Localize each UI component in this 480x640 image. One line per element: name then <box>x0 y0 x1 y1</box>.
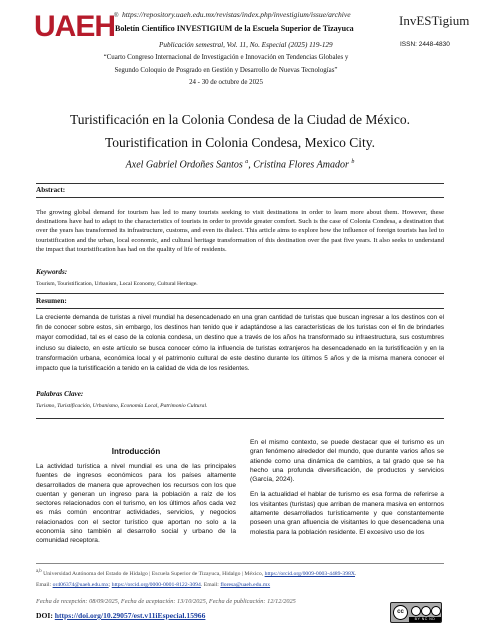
orcid-link[interactable]: https://orcid.org/0000-0001-8122-3094 <box>111 582 201 588</box>
cc-license-badge[interactable] <box>390 602 442 623</box>
journal-name: Boletín Científico INVESTIGIUM de la Escuela Superior de Tizayuca <box>115 24 354 33</box>
paragraph: En la actualidad el hablar de turismo es esa forma de referirse a los visitantes (turistas) que arriban de manera masiva en entornos altamente desarrollados turísticamente y que constantemente poseen una gran afluencia de visitantes lo que desencadena una molestia para la población residente. El excesivo uso de los <box>250 491 444 536</box>
publication-info: Publicación semestral, Vol. 11, No. Especial (2025) 119-129 <box>159 41 333 49</box>
title-spanish: Turistificación en la Colonia Condesa de la Ciudad de México. <box>70 112 410 127</box>
footnote-divider <box>36 563 444 564</box>
palabras-clave-label: Palabras Clave: <box>36 390 84 398</box>
author-affiliation-mark: a <box>245 159 249 165</box>
nc-icon <box>421 606 431 616</box>
author-separator: , <box>248 159 254 171</box>
uaeh-logo <box>34 9 119 45</box>
authors <box>0 159 480 170</box>
footnote-mark: a,b <box>36 569 42 574</box>
doi-label: DOI: <box>36 611 53 620</box>
email-link[interactable]: floresa@uaeh.edu.mx <box>220 582 271 588</box>
resumen-text: La creciente demanda de turistas a nivel mundial ha desencadenado en una gran cantidad de turistas que buscan ingresar a los destinos con el fin de conocer sobre estos, sin embargo, los destinos han tenido que ir adaptándose a las características de los turistas con el fin de brindarles mayor comodidad, tal es el caso de la colonia condesa, un destino que a través de los años ha transformado su infraestructura, sus costumbres incluso su dialecto, en este artículo se busca conocer cómo la influencia de turistas extranjeros ha desencadenado en la turistificación y en la transformación urbana, económica local y el patrimonio cultural de este destino durante los últimos 5 años y de la misma manera conocer el impacto que la turistificación a tenido en la calidad de vida de los residentes. <box>36 314 444 373</box>
keywords-text: Tourism, Touristification, Urbanism, Local Economy, Cultural Heritage. <box>36 281 198 287</box>
paragraph: En el mismo contexto, se puede destacar que el turismo es un gran fenómeno alrededor del mundo, que durante varios años se atiende como una dinámica de cambios, a tal grado que se ha hecho una profunda diversificación, de productos y servicios (García, 2024). <box>250 439 444 484</box>
journal-url[interactable]: https://repository.uaeh.edu.mx/revistas/index.php/investigium/issue/archive <box>122 10 351 19</box>
license-terms: BY NC ND <box>409 617 441 622</box>
title-english: Touristification in Colonia Condesa, Mexico City. <box>104 135 376 150</box>
publication-dates: Fecha de recepción: 08/09/2025, Fecha de aceptación: 13/10/2025, Fecha de publicación: 12/12/2025 <box>36 598 296 605</box>
issn: ISSN: 2448-4830 <box>400 41 450 48</box>
orcid-link[interactable]: https://orcid.org/0009-0003-4489-398X <box>264 570 356 577</box>
divider <box>36 183 444 184</box>
doi <box>36 611 205 620</box>
divider <box>36 197 444 198</box>
keywords-label: Keywords: <box>36 268 68 276</box>
author-name: Cristina Flores Amador <box>253 159 349 171</box>
logo-text: UAEH <box>34 10 116 43</box>
congress-info <box>100 52 352 90</box>
email-label: Email: <box>203 582 219 588</box>
author-affiliation-mark: b <box>351 159 355 165</box>
intro-right-column <box>250 438 444 543</box>
email-label: Email: <box>36 582 52 588</box>
email-link[interactable]: or406374@uaeh.edu.mx <box>52 582 109 588</box>
palabras-clave-text: Turismo, Turistificación, Urbanismo, Economía Local, Patrimonio Cultural. <box>36 403 208 409</box>
affiliation-footnote: $^{a,b}$ Universidad Autónoma del Estado de Hidalgo | Escuela Superior de Tizayuca, Hidalgo | México, https://orcid.org/0009-0003-4489-398X. <box>36 569 357 577</box>
by-icon <box>411 606 421 616</box>
congress-line: “Cuarto Congreso Internacional de Investigación e Innovación en Tendencias Globales y <box>103 54 349 61</box>
doi-link[interactable]: https://doi.org/10.29057/est.v11iEspecial.15966 <box>54 611 206 620</box>
divider <box>36 293 444 294</box>
contact-footnote: Email: or406374@uaeh.edu.mx; https://orcid.org/0000-0001-8122-3094. Email: floresa@uaeh.edu.mx <box>36 582 271 588</box>
abstract-label: Abstract: <box>36 186 66 194</box>
congress-dates: 24 - 30 de octubre de 2025 <box>189 79 263 86</box>
resumen-label: Resumen: <box>36 297 67 305</box>
divider <box>36 308 444 309</box>
affiliation-text: Universidad Autónoma del Estado de Hidalgo | Escuela Superior de Tizayuca, Hidalgo | México, <box>43 570 264 577</box>
cc-icon: cc <box>393 605 408 620</box>
congress-line: Segundo Coloquio de Posgrado en Gestión y Desarrollo de Nuevas Tecnologías” <box>114 66 338 74</box>
divider <box>36 418 444 419</box>
abstract-text: The growing global demand for tourism has led to many tourists seeking to visit destinations in order to learn more about them. However, these destinations have had to adapt to the characteristics of tourists in order to provide greater comfort. Such is the case of Colonia Condesa, a destination that over the years has transformed its infrastructure, customs, and even its dialect. This article aims to explore how the influence of foreign tourists has led to touristification and the urban, local economic, and cultural heritage transformation of this destination over the past five years. It also seeks to understand the impact that touristification has had on the quality of life of residents. <box>36 209 444 253</box>
section-heading: Introducción <box>111 447 161 456</box>
intro-left-column: La actividad turística a nivel mundial es una de las principales fuentes de ingresos económicos para los países altamente desarrollados de manera que aprovechen los recursos con los que cuentan y generan un ingreso para la población a raíz de los sectores relacionados con el turismo, en los últimos años cada vez es más común encontrar actividades, servicios, y negocios relacionados con el sector turístico que aportan no solo a la economía sino también al desarrollo social y urbano de la comunidad receptora. <box>36 463 236 545</box>
nd-icon <box>431 606 441 616</box>
journal-brand: InvESTigium <box>399 13 470 28</box>
registered-mark: ® <box>114 13 119 19</box>
author-name: Axel Gabriel Ordoñes Santos <box>125 159 243 171</box>
